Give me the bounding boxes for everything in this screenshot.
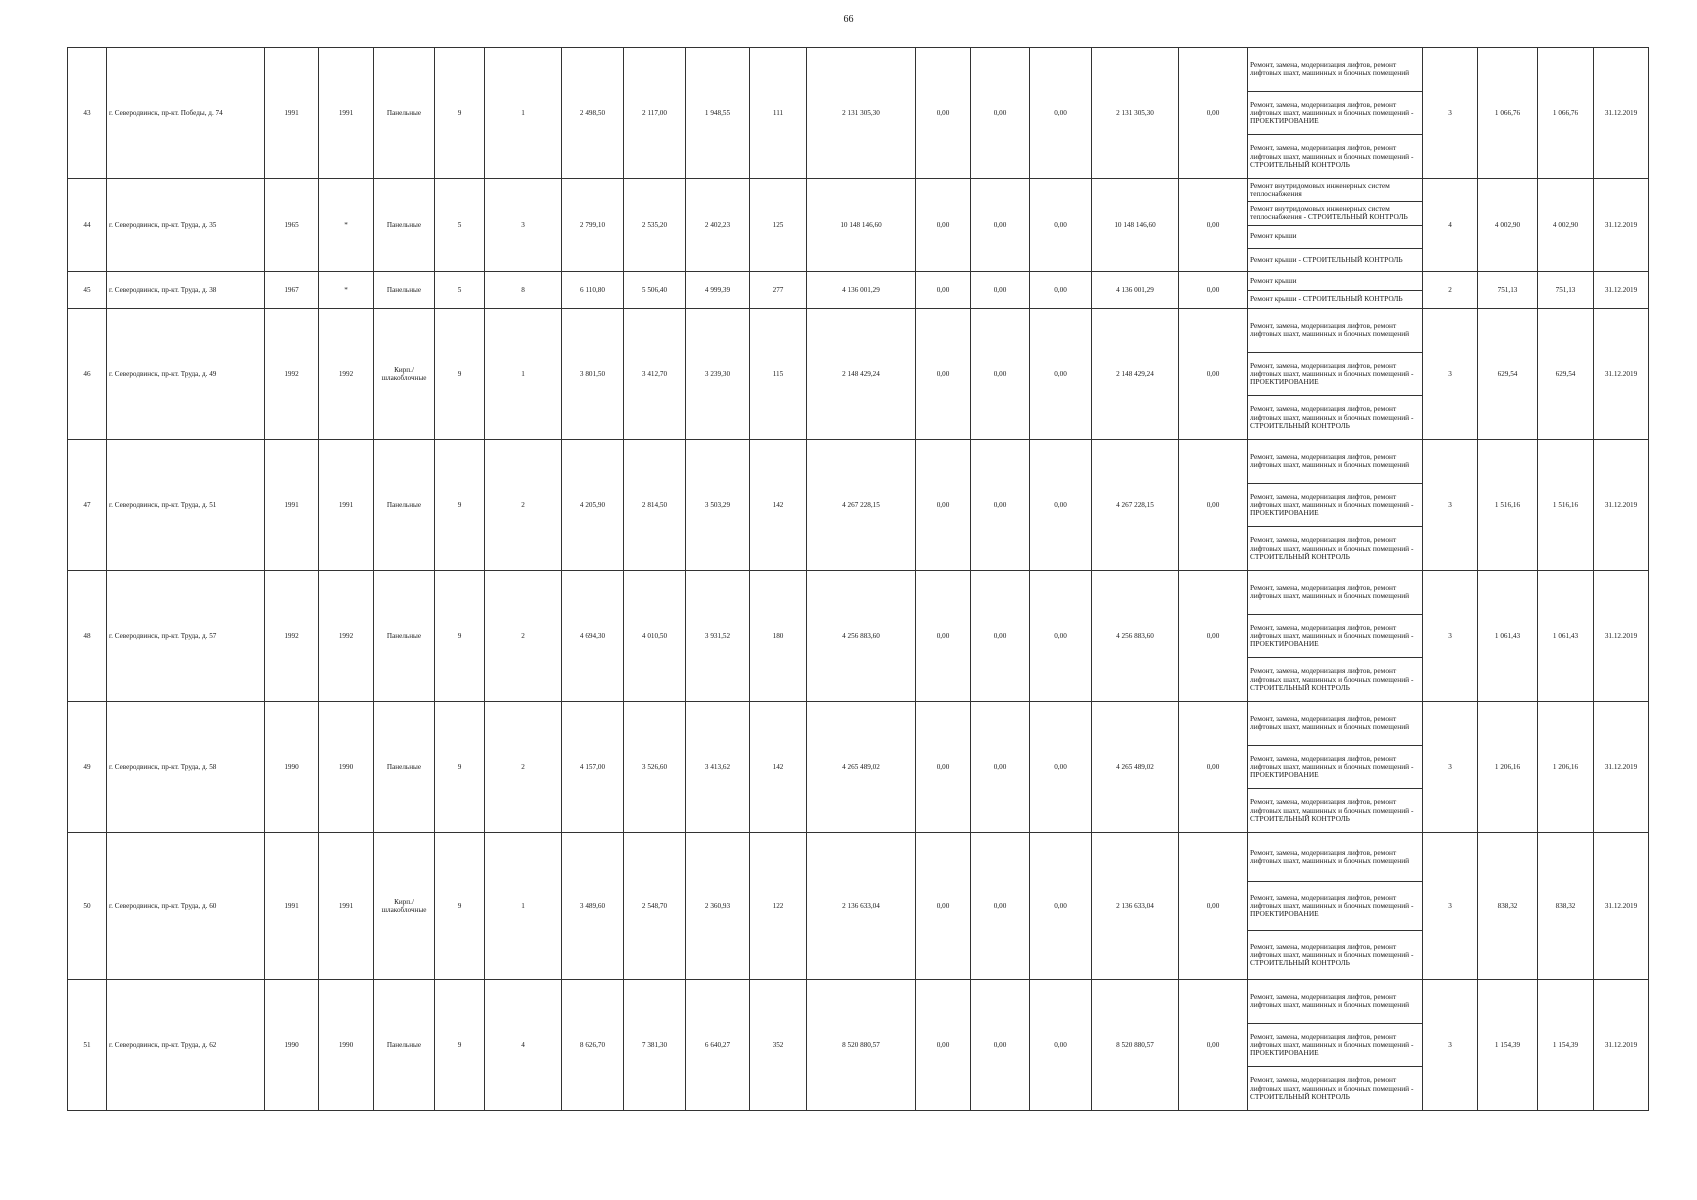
deadline-cell: 31.12.2019 (1594, 48, 1649, 179)
federal-funds-cell: 0,00 (916, 440, 971, 571)
year-built-cell: 1991 (265, 440, 319, 571)
work-count-cell: 3 (1423, 833, 1478, 980)
federal-funds-cell: 0,00 (916, 980, 971, 1111)
federal-funds-cell: 0,00 (916, 571, 971, 702)
works-list-cell (1248, 48, 1423, 179)
total-cost-cell: 2 131 305,30 (807, 48, 916, 179)
owner-funds-cell: 8 520 880,57 (1092, 980, 1179, 1111)
work-count-cell: 2 (1423, 272, 1478, 309)
max-cost-cell: 1 206,16 (1538, 702, 1594, 833)
total-area-cell: 6 110,80 (562, 272, 624, 309)
unit-cost-cell: 1 154,39 (1478, 980, 1538, 1111)
max-cost-cell: 751,13 (1538, 272, 1594, 309)
deadline-cell: 31.12.2019 (1594, 440, 1649, 571)
table-row (68, 309, 1649, 440)
work-count-cell: 3 (1423, 980, 1478, 1111)
municipal-funds-cell: 0,00 (1030, 833, 1092, 980)
municipal-funds-cell: 0,00 (1030, 571, 1092, 702)
year-renovation-cell: 1992 (319, 309, 374, 440)
table-row (68, 702, 1649, 833)
works-list-cell (1248, 179, 1423, 272)
residents-cell: 122 (750, 833, 807, 980)
regional-funds-cell: 0,00 (971, 980, 1030, 1111)
wall-material-cell: Панельные (374, 440, 435, 571)
work-item: Ремонт, замена, модернизация лифтов, ремонт лифтовых шахт, машинных и блочных помещений - СТРОИТЕЛЬНЫЙ КОНТРОЛЬ (1250, 797, 1414, 823)
year-built-cell: 1992 (265, 309, 319, 440)
work-item: Ремонт, замена, модернизация лифтов, ремонт лифтовых шахт, машинных и блочных помещений - ПРОЕКТИРОВАНИЕ (1248, 882, 1422, 931)
entrances-cell: 3 (485, 179, 562, 272)
year-built-cell: 1990 (265, 980, 319, 1111)
works-list-cell (1248, 440, 1423, 571)
regional-funds-cell: 0,00 (971, 702, 1030, 833)
year-built-cell: 1991 (265, 48, 319, 179)
owner-funds-cell: 4 136 001,29 (1092, 272, 1179, 309)
floors-cell: 9 (435, 833, 485, 980)
works-list-cell (1248, 309, 1423, 440)
premises-area-cell: 2 117,00 (624, 48, 686, 179)
other-funds-cell: 0,00 (1179, 48, 1248, 179)
max-cost-cell: 4 002,90 (1538, 179, 1594, 272)
deadline-cell: 31.12.2019 (1594, 980, 1649, 1111)
year-renovation-cell: 1990 (319, 702, 374, 833)
wall-material-cell: Панельные (374, 272, 435, 309)
residents-cell: 111 (750, 48, 807, 179)
premises-area-cell: 3 412,70 (624, 309, 686, 440)
work-item: Ремонт внутридомовых инженерных систем теплоснабжения - СТРОИТЕЛЬНЫЙ КОНТРОЛЬ (1248, 202, 1422, 225)
other-funds-cell: 0,00 (1179, 179, 1248, 272)
deadline-cell: 31.12.2019 (1594, 571, 1649, 702)
municipal-funds-cell: 0,00 (1030, 179, 1092, 272)
work-item: Ремонт, замена, модернизация лифтов, ремонт лифтовых шахт, машинных и блочных помещений (1248, 309, 1422, 353)
work-item: Ремонт, замена, модернизация лифтов, ремонт лифтовых шахт, машинных и блочных помещений (1248, 48, 1422, 92)
max-cost-cell: 1 061,43 (1538, 571, 1594, 702)
wall-material-cell: Панельные (374, 48, 435, 179)
municipal-funds-cell: 0,00 (1030, 272, 1092, 309)
address-cell: г. Северодвинск, пр-кт. Победы, д. 74 (107, 48, 265, 179)
year-built-cell: 1990 (265, 702, 319, 833)
living-area-cell: 6 640,27 (686, 980, 750, 1111)
wall-material-cell: Панельные (374, 980, 435, 1111)
table-row (68, 571, 1649, 702)
premises-area-cell: 4 010,50 (624, 571, 686, 702)
year-renovation-cell: * (319, 179, 374, 272)
floors-cell: 9 (435, 571, 485, 702)
row-number: 49 (68, 702, 107, 833)
total-area-cell: 4 694,30 (562, 571, 624, 702)
total-area-cell: 2 799,10 (562, 179, 624, 272)
work-item: Ремонт, замена, модернизация лифтов, ремонт лифтовых шахт, машинных и блочных помещений - ПРОЕКТИРОВАНИЕ (1248, 484, 1422, 528)
total-area-cell: 4 157,00 (562, 702, 624, 833)
unit-cost-cell: 4 002,90 (1478, 179, 1538, 272)
total-cost-cell: 2 136 633,04 (807, 833, 916, 980)
row-number: 45 (68, 272, 107, 309)
owner-funds-cell: 4 256 883,60 (1092, 571, 1179, 702)
work-item: Ремонт, замена, модернизация лифтов, ремонт лифтовых шахт, машинных и блочных помещений - ПРОЕКТИРОВАНИЕ (1248, 353, 1422, 397)
residents-cell: 277 (750, 272, 807, 309)
floors-cell: 9 (435, 440, 485, 571)
entrances-cell: 1 (485, 833, 562, 980)
work-count-cell: 3 (1423, 48, 1478, 179)
regional-funds-cell: 0,00 (971, 48, 1030, 179)
work-item: Ремонт крыши - СТРОИТЕЛЬНЫЙ КОНТРОЛЬ (1250, 294, 1403, 304)
work-item: Ремонт, замена, модернизация лифтов, ремонт лифтовых шахт, машинных и блочных помещений - ПРОЕКТИРОВАНИЕ (1248, 615, 1422, 659)
other-funds-cell: 0,00 (1179, 571, 1248, 702)
work-count-cell: 3 (1423, 571, 1478, 702)
unit-cost-cell: 1 516,16 (1478, 440, 1538, 571)
work-item: Ремонт, замена, модернизация лифтов, ремонт лифтовых шахт, машинных и блочных помещений - СТРОИТЕЛЬНЫЙ КОНТРОЛЬ (1250, 666, 1414, 692)
deadline-cell: 31.12.2019 (1594, 272, 1649, 309)
federal-funds-cell: 0,00 (916, 179, 971, 272)
work-item: Ремонт внутридомовых инженерных систем теплоснабжения (1248, 179, 1422, 202)
other-funds-cell: 0,00 (1179, 833, 1248, 980)
total-cost-cell: 4 267 228,15 (807, 440, 916, 571)
municipal-funds-cell: 0,00 (1030, 702, 1092, 833)
total-cost-cell: 4 136 001,29 (807, 272, 916, 309)
municipal-funds-cell: 0,00 (1030, 48, 1092, 179)
deadline-cell: 31.12.2019 (1594, 179, 1649, 272)
work-item: Ремонт крыши (1248, 272, 1422, 291)
wall-material-cell: Панельные (374, 571, 435, 702)
total-cost-cell: 4 265 489,02 (807, 702, 916, 833)
row-number: 48 (68, 571, 107, 702)
federal-funds-cell: 0,00 (916, 309, 971, 440)
living-area-cell: 1 948,55 (686, 48, 750, 179)
work-item: Ремонт, замена, модернизация лифтов, ремонт лифтовых шахт, машинных и блочных помещений - СТРОИТЕЛЬНЫЙ КОНТРОЛЬ (1250, 941, 1414, 968)
row-number: 47 (68, 440, 107, 571)
work-item: Ремонт, замена, модернизация лифтов, ремонт лифтовых шахт, машинных и блочных помещений (1248, 571, 1422, 615)
row-number: 46 (68, 309, 107, 440)
works-list-cell (1248, 272, 1423, 309)
residents-cell: 352 (750, 980, 807, 1111)
other-funds-cell: 0,00 (1179, 440, 1248, 571)
deadline-cell: 31.12.2019 (1594, 702, 1649, 833)
residents-cell: 125 (750, 179, 807, 272)
living-area-cell: 3 413,62 (686, 702, 750, 833)
municipal-funds-cell: 0,00 (1030, 440, 1092, 571)
total-cost-cell: 2 148 429,24 (807, 309, 916, 440)
entrances-cell: 1 (485, 309, 562, 440)
deadline-cell: 31.12.2019 (1594, 309, 1649, 440)
total-cost-cell: 4 256 883,60 (807, 571, 916, 702)
work-item: Ремонт, замена, модернизация лифтов, ремонт лифтовых шахт, машинных и блочных помещений (1248, 980, 1422, 1024)
unit-cost-cell: 1 066,76 (1478, 48, 1538, 179)
premises-area-cell: 2 535,20 (624, 179, 686, 272)
work-count-cell: 3 (1423, 440, 1478, 571)
regional-funds-cell: 0,00 (971, 272, 1030, 309)
entrances-cell: 2 (485, 571, 562, 702)
regional-funds-cell: 0,00 (971, 440, 1030, 571)
year-renovation-cell: 1991 (319, 833, 374, 980)
address-cell: г. Северодвинск, пр-кт. Труда, д. 38 (107, 272, 265, 309)
year-renovation-cell: 1990 (319, 980, 374, 1111)
year-renovation-cell: 1991 (319, 440, 374, 571)
max-cost-cell: 629,54 (1538, 309, 1594, 440)
work-item: Ремонт крыши (1248, 226, 1422, 249)
regional-funds-cell: 0,00 (971, 833, 1030, 980)
address-cell: г. Северодвинск, пр-кт. Труда, д. 51 (107, 440, 265, 571)
row-number: 43 (68, 48, 107, 179)
work-item: Ремонт, замена, модернизация лифтов, ремонт лифтовых шахт, машинных и блочных помещений (1248, 702, 1422, 746)
work-item: Ремонт, замена, модернизация лифтов, ремонт лифтовых шахт, машинных и блочных помещений - СТРОИТЕЛЬНЫЙ КОНТРОЛЬ (1250, 404, 1414, 430)
work-item: Ремонт крыши - СТРОИТЕЛЬНЫЙ КОНТРОЛЬ (1250, 254, 1403, 264)
regional-funds-cell: 0,00 (971, 309, 1030, 440)
floors-cell: 5 (435, 179, 485, 272)
total-cost-cell: 10 148 146,60 (807, 179, 916, 272)
works-list-cell (1248, 571, 1423, 702)
row-number: 50 (68, 833, 107, 980)
wall-material-cell: Кирп./ шлакоблочные (374, 309, 435, 440)
work-count-cell: 4 (1423, 179, 1478, 272)
other-funds-cell: 0,00 (1179, 309, 1248, 440)
total-cost-cell: 8 520 880,57 (807, 980, 916, 1111)
living-area-cell: 3 239,30 (686, 309, 750, 440)
work-item: Ремонт, замена, модернизация лифтов, ремонт лифтовых шахт, машинных и блочных помещений - СТРОИТЕЛЬНЫЙ КОНТРОЛЬ (1250, 1075, 1414, 1101)
owner-funds-cell: 10 148 146,60 (1092, 179, 1179, 272)
unit-cost-cell: 629,54 (1478, 309, 1538, 440)
max-cost-cell: 1 066,76 (1538, 48, 1594, 179)
owner-funds-cell: 2 136 633,04 (1092, 833, 1179, 980)
living-area-cell: 3 503,29 (686, 440, 750, 571)
premises-area-cell: 5 506,40 (624, 272, 686, 309)
owner-funds-cell: 4 265 489,02 (1092, 702, 1179, 833)
federal-funds-cell: 0,00 (916, 702, 971, 833)
work-item: Ремонт, замена, модернизация лифтов, ремонт лифтовых шахт, машинных и блочных помещений - ПРОЕКТИРОВАНИЕ (1248, 1024, 1422, 1068)
residents-cell: 142 (750, 440, 807, 571)
entrances-cell: 8 (485, 272, 562, 309)
floors-cell: 5 (435, 272, 485, 309)
regional-funds-cell: 0,00 (971, 179, 1030, 272)
owner-funds-cell: 4 267 228,15 (1092, 440, 1179, 571)
wall-material-cell: Панельные (374, 179, 435, 272)
year-built-cell: 1967 (265, 272, 319, 309)
table-row (68, 48, 1649, 179)
living-area-cell: 3 931,52 (686, 571, 750, 702)
other-funds-cell: 0,00 (1179, 702, 1248, 833)
premises-area-cell: 2 814,50 (624, 440, 686, 571)
living-area-cell: 2 402,23 (686, 179, 750, 272)
floors-cell: 9 (435, 980, 485, 1111)
year-renovation-cell: 1991 (319, 48, 374, 179)
address-cell: г. Северодвинск, пр-кт. Труда, д. 57 (107, 571, 265, 702)
entrances-cell: 4 (485, 980, 562, 1111)
unit-cost-cell: 838,32 (1478, 833, 1538, 980)
total-area-cell: 3 801,50 (562, 309, 624, 440)
row-number: 51 (68, 980, 107, 1111)
other-funds-cell: 0,00 (1179, 980, 1248, 1111)
year-built-cell: 1991 (265, 833, 319, 980)
entrances-cell: 2 (485, 702, 562, 833)
total-area-cell: 2 498,50 (562, 48, 624, 179)
work-count-cell: 3 (1423, 309, 1478, 440)
floors-cell: 9 (435, 309, 485, 440)
entrances-cell: 1 (485, 48, 562, 179)
residents-cell: 115 (750, 309, 807, 440)
floors-cell: 9 (435, 48, 485, 179)
municipal-funds-cell: 0,00 (1030, 980, 1092, 1111)
max-cost-cell: 1 154,39 (1538, 980, 1594, 1111)
year-renovation-cell: 1992 (319, 571, 374, 702)
deadline-cell: 31.12.2019 (1594, 833, 1649, 980)
table-row (68, 440, 1649, 571)
living-area-cell: 4 999,39 (686, 272, 750, 309)
wall-material-cell: Панельные (374, 702, 435, 833)
address-cell: г. Северодвинск, пр-кт. Труда, д. 35 (107, 179, 265, 272)
premises-area-cell: 3 526,60 (624, 702, 686, 833)
other-funds-cell: 0,00 (1179, 272, 1248, 309)
unit-cost-cell: 1 206,16 (1478, 702, 1538, 833)
work-item: Ремонт, замена, модернизация лифтов, ремонт лифтовых шахт, машинных и блочных помещений - СТРОИТЕЛЬНЫЙ КОНТРОЛЬ (1250, 143, 1414, 169)
work-item: Ремонт, замена, модернизация лифтов, ремонт лифтовых шахт, машинных и блочных помещений - ПРОЕКТИРОВАНИЕ (1248, 746, 1422, 790)
works-list-cell (1248, 702, 1423, 833)
owner-funds-cell: 2 131 305,30 (1092, 48, 1179, 179)
table-row (68, 272, 1649, 309)
row-number: 44 (68, 179, 107, 272)
premises-area-cell: 2 548,70 (624, 833, 686, 980)
owner-funds-cell: 2 148 429,24 (1092, 309, 1179, 440)
max-cost-cell: 838,32 (1538, 833, 1594, 980)
total-area-cell: 4 205,90 (562, 440, 624, 571)
year-built-cell: 1965 (265, 179, 319, 272)
living-area-cell: 2 360,93 (686, 833, 750, 980)
table-row (68, 179, 1649, 272)
max-cost-cell: 1 516,16 (1538, 440, 1594, 571)
works-list-cell (1248, 833, 1423, 980)
entrances-cell: 2 (485, 440, 562, 571)
premises-area-cell: 7 381,30 (624, 980, 686, 1111)
work-item: Ремонт, замена, модернизация лифтов, ремонт лифтовых шахт, машинных и блочных помещений (1248, 833, 1422, 882)
wall-material-cell: Кирп./ шлакоблочные (374, 833, 435, 980)
work-item: Ремонт, замена, модернизация лифтов, ремонт лифтовых шахт, машинных и блочных помещений - ПРОЕКТИРОВАНИЕ (1248, 92, 1422, 136)
total-area-cell: 3 489,60 (562, 833, 624, 980)
work-item: Ремонт, замена, модернизация лифтов, ремонт лифтовых шахт, машинных и блочных помещений (1248, 440, 1422, 484)
residents-cell: 180 (750, 571, 807, 702)
work-item: Ремонт, замена, модернизация лифтов, ремонт лифтовых шахт, машинных и блочных помещений - СТРОИТЕЛЬНЫЙ КОНТРОЛЬ (1250, 535, 1414, 561)
floors-cell: 9 (435, 702, 485, 833)
year-built-cell: 1992 (265, 571, 319, 702)
year-renovation-cell: * (319, 272, 374, 309)
federal-funds-cell: 0,00 (916, 48, 971, 179)
municipal-funds-cell: 0,00 (1030, 309, 1092, 440)
table-row (68, 833, 1649, 980)
residents-cell: 142 (750, 702, 807, 833)
address-cell: г. Северодвинск, пр-кт. Труда, д. 58 (107, 702, 265, 833)
works-list-cell (1248, 980, 1423, 1111)
unit-cost-cell: 751,13 (1478, 272, 1538, 309)
address-cell: г. Северодвинск, пр-кт. Труда, д. 62 (107, 980, 265, 1111)
repair-program-table (67, 47, 1649, 1111)
regional-funds-cell: 0,00 (971, 571, 1030, 702)
table-row (68, 980, 1649, 1111)
address-cell: г. Северодвинск, пр-кт. Труда, д. 60 (107, 833, 265, 980)
work-count-cell: 3 (1423, 702, 1478, 833)
address-cell: г. Северодвинск, пр-кт. Труда, д. 49 (107, 309, 265, 440)
federal-funds-cell: 0,00 (916, 833, 971, 980)
total-area-cell: 8 626,70 (562, 980, 624, 1111)
unit-cost-cell: 1 061,43 (1478, 571, 1538, 702)
page-number: 66 (843, 14, 854, 25)
federal-funds-cell: 0,00 (916, 272, 971, 309)
